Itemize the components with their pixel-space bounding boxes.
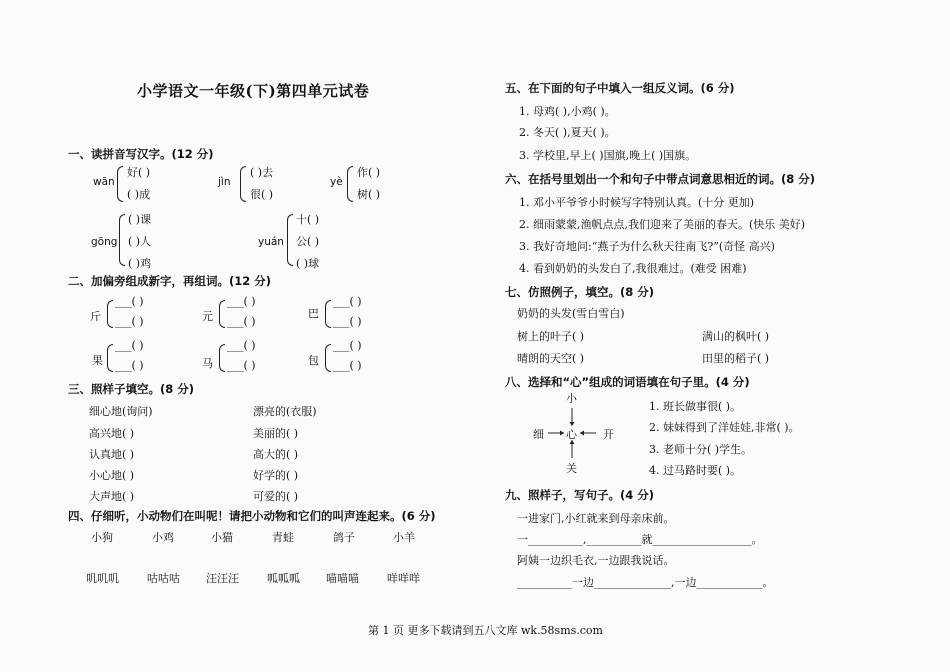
section-1-heading: 一、读拼音写汉字。(12 分): [68, 147, 214, 161]
brace: [325, 300, 331, 328]
fill-item[interactable]: ___( ): [115, 339, 144, 352]
section-3-heading: 三、照样子填空。(8 分): [68, 382, 195, 396]
brace: [107, 344, 113, 372]
phrase-left[interactable]: 认真地( ): [89, 448, 135, 461]
sentence-item[interactable]: 1. 邓小平爷爷小时候写字特别认真。(十分 更加): [519, 196, 755, 209]
radical-char: 果: [92, 354, 103, 367]
animal-name[interactable]: 小狗: [91, 531, 113, 544]
animal-sound[interactable]: 呱呱呱: [267, 572, 300, 585]
radical-char: 马: [202, 357, 213, 370]
animal-name[interactable]: 小猫: [211, 531, 233, 544]
fill-item[interactable]: ___( ): [333, 295, 362, 308]
sentence-item[interactable]: 3. 老师十分( )学生。: [649, 443, 753, 456]
phrase-right[interactable]: 高大的( ): [253, 448, 299, 461]
animal-sound[interactable]: 喵喵喵: [326, 572, 359, 585]
sentence-item[interactable]: 4. 看到奶奶的头发白了,我很难过。(难受 困难): [519, 262, 747, 275]
animal-sound[interactable]: 汪汪汪: [206, 572, 239, 585]
diagram-bottom: 关: [566, 462, 577, 475]
page-footer: 第 1 页 更多下载请到五八文库 wk.58sms.com: [368, 624, 603, 637]
sentence-item[interactable]: 2. 冬天( ),夏天( )。: [519, 126, 616, 139]
sentence-item[interactable]: 3. 我好奇地问:“燕子为什么秋天往南飞?”(奇怪 高兴): [519, 240, 775, 253]
brace: [117, 166, 123, 202]
phrase-right[interactable]: 可爱的( ): [253, 490, 299, 503]
diagram-left: 细: [533, 428, 544, 441]
sentence-item[interactable]: 1. 母鸡( ),小鸡( )。: [519, 105, 616, 118]
fill-item[interactable]: 很( ): [250, 188, 274, 201]
example-text: 奶奶的头发(雪白雪白): [517, 307, 625, 320]
section-9-heading: 九、照样子，写句子。(4 分): [505, 488, 655, 502]
arrow-right-icon: [580, 431, 584, 436]
phrase-right[interactable]: 满山的枫叶( ): [702, 330, 770, 343]
brace: [219, 344, 225, 372]
fill-item[interactable]: ___( ): [333, 339, 362, 352]
brace: [107, 300, 113, 328]
phrase-left[interactable]: 大声地( ): [89, 490, 135, 503]
fill-item[interactable]: 公( ): [296, 235, 320, 248]
phrase-right[interactable]: 好学的( ): [253, 469, 299, 482]
section-2-heading: 二、加偏旁组成新字，再组词。(12 分): [68, 274, 272, 288]
fill-item[interactable]: ___( ): [227, 339, 256, 352]
phrase-left[interactable]: 晴朗的天空( ): [517, 352, 585, 365]
brace: [287, 214, 293, 266]
sentence-item[interactable]: 2. 妹妹得到了洋娃娃,非常( )。: [649, 421, 800, 434]
brace: [119, 214, 125, 266]
pinyin-label: yuán: [258, 236, 284, 248]
pinyin-label: gōng: [91, 236, 118, 248]
fill-sentence[interactable]: __________一边______________,一边____________。: [517, 576, 774, 589]
radical-char: 元: [202, 310, 213, 323]
animal-sound[interactable]: 咩咩咩: [387, 572, 420, 585]
page-title: 小学语文一年级(下)第四单元试卷: [137, 82, 370, 100]
phrase-left: 细心地(询问): [89, 405, 153, 418]
fill-item[interactable]: ___( ): [227, 315, 256, 328]
sentence-item[interactable]: 4. 过马路时要( )。: [649, 464, 742, 477]
section-5-heading: 五、在下面的句子中填入一组反义词。(6 分): [505, 81, 735, 95]
section-6-heading: 六、在括号里划出一个和句子中带点词意思相近的词。(8 分): [505, 172, 816, 186]
phrase-right: 漂亮的(衣服): [253, 405, 317, 418]
fill-item[interactable]: 作( ): [357, 166, 381, 179]
phrase-left[interactable]: 小心地( ): [89, 469, 135, 482]
fill-item[interactable]: ___( ): [227, 359, 256, 372]
fill-item[interactable]: 好( ): [127, 166, 151, 179]
sentence-item[interactable]: 3. 学校里,早上( )国旗,晚上( )国旗。: [519, 149, 697, 162]
fill-item[interactable]: ___( ): [227, 295, 256, 308]
phrase-right[interactable]: 田里的稻子( ): [702, 352, 770, 365]
animal-sound[interactable]: 叽叽叽: [86, 572, 119, 585]
fill-item[interactable]: ___( ): [115, 295, 144, 308]
brace: [347, 166, 353, 202]
pinyin-label: yè: [330, 176, 343, 188]
sentence-item[interactable]: 1. 班长做事很( )。: [649, 400, 742, 413]
pinyin-label: wān: [93, 176, 115, 188]
fill-item[interactable]: ___( ): [115, 315, 144, 328]
fill-item[interactable]: ( )课: [128, 213, 152, 226]
brace: [325, 344, 331, 372]
phrase-left[interactable]: 高兴地( ): [89, 427, 135, 440]
animal-name[interactable]: 鸽子: [333, 531, 355, 544]
fill-sentence[interactable]: 一__________,__________就__________________。: [517, 533, 763, 546]
fill-item[interactable]: ___( ): [333, 359, 362, 372]
diagram-top: 小: [566, 392, 577, 405]
animal-name[interactable]: 小羊: [393, 531, 415, 544]
fill-item[interactable]: ( )成: [127, 188, 151, 201]
fill-item[interactable]: 十( ): [296, 213, 320, 226]
brace: [240, 166, 246, 202]
arrow-left-icon: [560, 431, 564, 436]
diagram-right: 开: [603, 428, 614, 441]
animal-name[interactable]: 青蛙: [272, 531, 294, 544]
section-7-heading: 七、仿照例子，填空。(8 分): [505, 285, 655, 299]
phrase-left[interactable]: 树上的叶子( ): [517, 330, 585, 343]
example-sentence: 阿姨一边织毛衣,一边跟我说话。: [517, 554, 675, 567]
sentence-item[interactable]: 2. 细雨蒙蒙,渔帆点点,我们迎来了美丽的春天。(快乐 美好): [519, 218, 806, 231]
fill-item[interactable]: ( )人: [128, 235, 152, 248]
pinyin-label: jìn: [218, 176, 231, 188]
radical-char: 巴: [308, 307, 319, 320]
brace: [219, 300, 225, 328]
fill-item[interactable]: ( )鸡: [128, 257, 152, 270]
fill-item[interactable]: ___( ): [115, 359, 144, 372]
radical-char: 斤: [90, 310, 101, 323]
section-8-heading: 八、选择和“心”组成的词语填在句子里。(4 分): [505, 375, 750, 389]
radical-char: 包: [308, 354, 319, 367]
example-sentence: 一进家门,小红就来到母亲床前。: [517, 512, 675, 525]
fill-item[interactable]: ( )去: [250, 166, 274, 179]
fill-item[interactable]: ( )球: [296, 257, 320, 270]
fill-item[interactable]: ___( ): [333, 315, 362, 328]
diagram-center: 心: [566, 428, 577, 441]
animal-sound[interactable]: 咕咕咕: [147, 572, 180, 585]
section-4-heading: 四、仔细听，小动物们在叫呢！请把小动物和它们的叫声连起来。(6 分): [68, 509, 436, 523]
fill-item[interactable]: 树( ): [357, 188, 381, 201]
phrase-right[interactable]: 美丽的( ): [253, 427, 299, 440]
animal-name[interactable]: 小鸡: [152, 531, 174, 544]
